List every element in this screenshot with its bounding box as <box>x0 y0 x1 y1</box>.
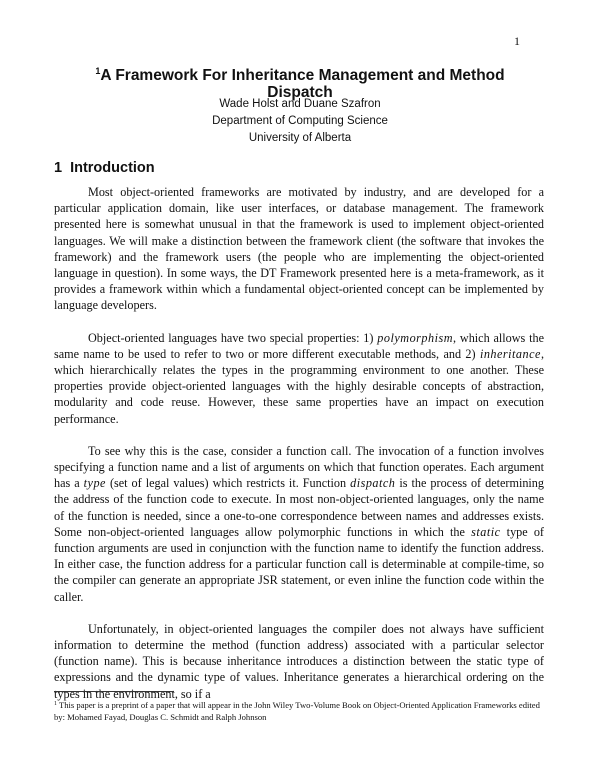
term-polymorphism: polymorphism <box>377 330 454 345</box>
paragraph-3-text-d: type of function arguments are used in conjunction with the function name to identify the function address. In either case, the function address for a particular function call is determinable at compile-time, so the compiler can generate an appropriate JSR statement, or even inline the function code within the caller. <box>54 524 544 604</box>
author-department: Department of Computing Science <box>212 115 388 127</box>
body-text <box>54 184 544 718</box>
author-block <box>100 96 500 147</box>
footnote <box>54 699 549 723</box>
title-text: A Framework For Inheritance Management and Method Dispatch <box>100 67 505 101</box>
author-institution: University of Alberta <box>248 132 352 144</box>
term-type: type <box>83 476 106 491</box>
paragraph-3-text-a: To see why this is the case, consider a function call. The invocation of a function involves specifying a function name and a list of arguments on which that function operates. Each argument has a <box>54 443 544 491</box>
paragraph-2-text-b: , which allows the same name to be used to refer to two or more different executable methods, and 2) <box>54 330 544 361</box>
term-inheritance: inheritance <box>479 346 541 361</box>
footnote-marker: 1 <box>54 701 57 707</box>
term-dispatch: dispatch <box>350 476 396 491</box>
section-heading <box>54 160 155 176</box>
paragraph-2-text-c: , which hierarchically relates the types in the programming environment to one another. These properties provide object-oriented languages with the highly desirable concepts of abstraction, modularity and code reuse. However, these same properties have an impact on execution performance. <box>54 346 544 426</box>
paragraph-2 <box>54 330 544 427</box>
paragraph-3-text-b: (set of legal values) which restricts it. Function <box>105 476 351 491</box>
paragraph-3 <box>54 443 544 605</box>
section-number: 1 <box>54 160 63 176</box>
author-names: Wade Holst and Duane Szafron <box>219 98 381 110</box>
footnote-text: This paper is a preprint of a paper that will appear in the John Wiley Two-Volume Book on Object-Oriented Application Frameworks edited by: Mohamed Fayad, Douglas C. Schmidt and Ralph Johnson <box>54 700 540 722</box>
term-static: static <box>471 524 501 539</box>
title-footnote-marker: 1 <box>95 66 101 76</box>
paragraph-3-text-c: is the process of determining the address of the function code to execute. In most non-object-oriented languages, only the name of the function is needed, since a one-to-one correspondence between names and addresses exists. Some non-object-oriented languages allow polymorphic functions in which the <box>54 476 544 539</box>
paragraph-2-text-a: Object-oriented languages have two special properties: 1) <box>88 330 378 345</box>
page-number: 1 <box>514 34 520 48</box>
section-title: Introduction <box>70 160 155 176</box>
paragraph-1: Most object-oriented frameworks are motivated by industry, and are developed for a particular application domain, like user interfaces, or database management. The framework presented here is somewhat unusual in that the framework is used to implement object-oriented languages. We will make a distinction between the framework client (the software that invokes the framework) and the framework users (the people who are implementing the object-oriented language in question). In some ways, the DT Framework presented here is a meta-framework, as it provides a framework within which a fundamental object-oriented concept can be implemented by language developers. <box>54 185 544 313</box>
footnote-divider <box>54 691 174 692</box>
paragraph-4: Unfortunately, in object-oriented languages the compiler does not always have sufficient information to determine the method (function address) associated with a particular selector (function name). This is because inheritance introduces a distinction between the static type of expressions and the dynamic type of values. Inheritance generates a hierarchical ordering on the types in the environment, so if a <box>54 621 544 701</box>
